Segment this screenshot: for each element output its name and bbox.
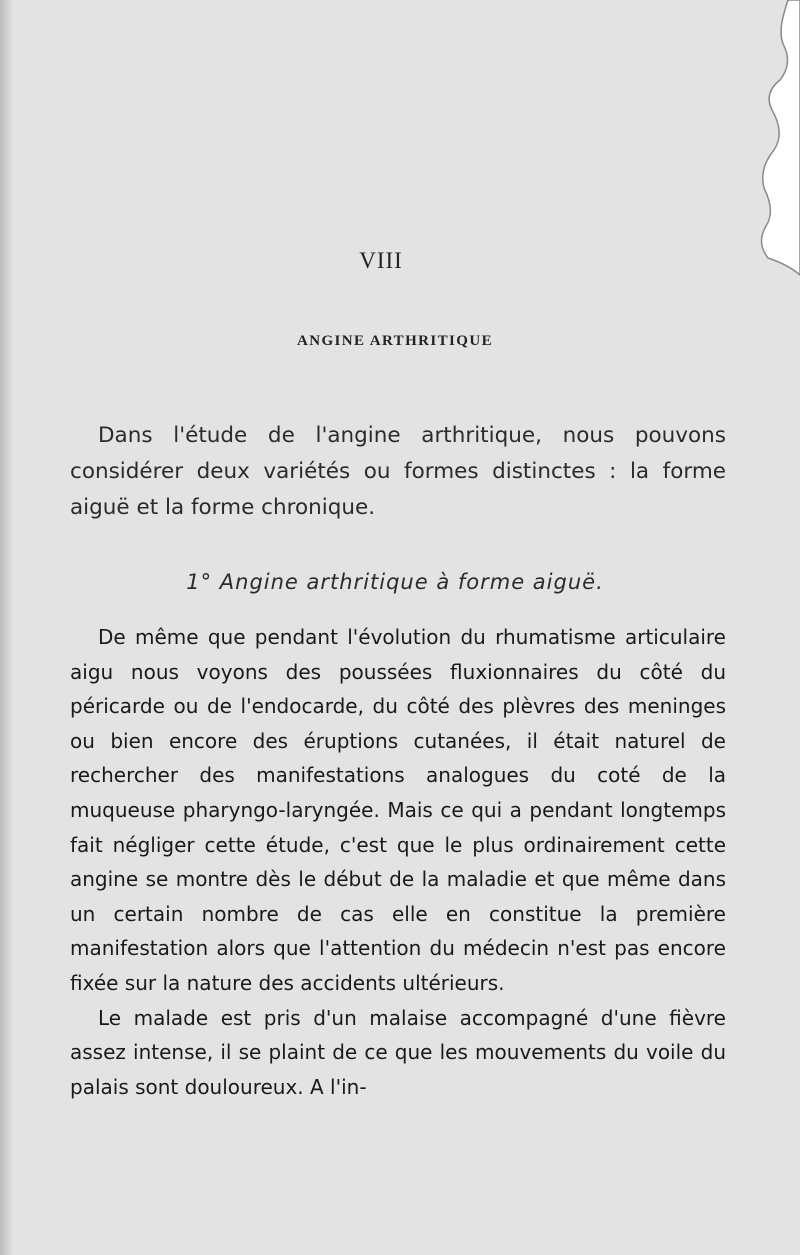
intro-section xyxy=(70,418,726,526)
chapter-number: VIII xyxy=(359,248,403,273)
body-section xyxy=(70,620,726,1104)
body-paragraph: De même que pendant l'évolution du rhumatisme articulaire aigu nous voyons des poussées fluxionnaires du côté du péricarde ou de l'endocarde, du côté des plèvres des meninges ou bien encore des éruptions cutanées, il était naturel de rechercher des manifestations analogues du coté de la muqueuse pharyngo-laryngée. Mais ce qui a pendant longtemps fait négliger cette étude, c'est que le plus ordinairement cette angine se montre dès le début de la maladie et que même dans un certain nombre de cas elle en constitue la première manifestation alors que l'attention du médecin n'est pas encore fixée sur la nature des accidents ultérieurs. xyxy=(70,625,726,995)
intro-paragraph: Dans l'étude de l'angine arthritique, nous pouvons considérer deux variétés ou formes distinctes : la forme aiguë et la forme chronique. xyxy=(70,423,726,520)
torn-page-corner xyxy=(740,0,800,280)
section-heading: 1° Angine arthritique à forme aiguë. xyxy=(186,570,604,594)
body-paragraph: Le malade est pris d'un malaise accompagné d'une fièvre assez intense, il se plaint de ce que les mouvements du voile du palais sont douloureux. A l'in- xyxy=(70,1005,726,1099)
page-binding-shadow xyxy=(0,0,14,1255)
chapter-title: ANGINE ARTHRITIQUE xyxy=(297,333,493,349)
